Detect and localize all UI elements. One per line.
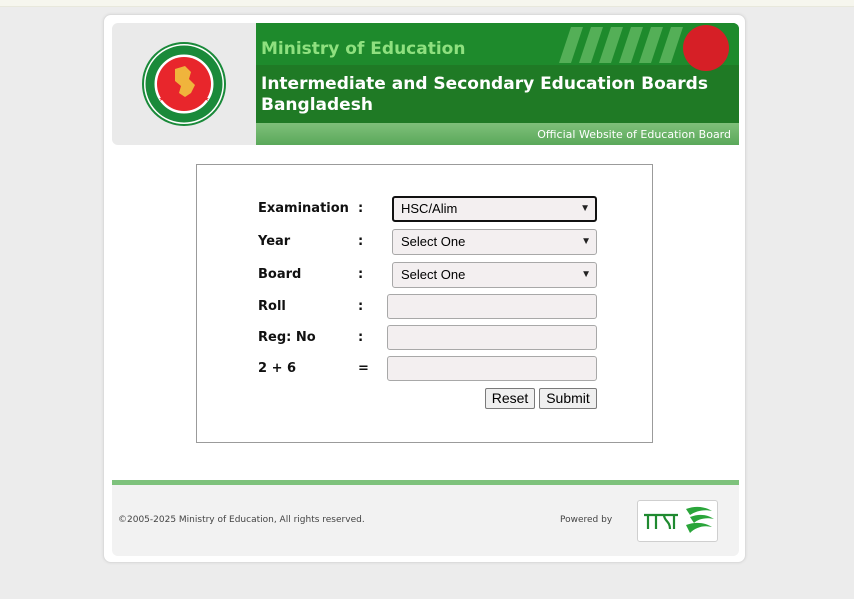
- header-subtitle-bar: [256, 123, 739, 145]
- teletalk-logo-icon: [638, 501, 717, 541]
- captcha-input[interactable]: [387, 356, 597, 381]
- examination-row: [197, 196, 654, 222]
- year-select[interactable]: [392, 229, 597, 255]
- submit-button[interactable]: Submit: [539, 388, 597, 409]
- boards-line-2: Bangladesh: [261, 95, 373, 115]
- year-label: Year: [258, 234, 291, 249]
- chevron-down-icon: ▼: [581, 269, 591, 280]
- header-banner: [256, 23, 739, 123]
- year-value: Select One: [401, 234, 466, 249]
- reg-row: [197, 325, 654, 351]
- site-footer: [112, 485, 739, 556]
- copyright-text: ©2005-2025 Ministry of Education, All rights reserved.: [118, 515, 365, 525]
- reset-button[interactable]: Reset: [485, 388, 535, 409]
- year-sep: :: [358, 234, 364, 249]
- chevron-down-icon: ▼: [580, 203, 590, 214]
- board-label: Board: [258, 267, 302, 282]
- reg-label: Reg: No: [258, 330, 316, 345]
- board-sep: :: [358, 267, 364, 282]
- logo-container: [112, 23, 256, 145]
- flag-sun-icon: [683, 25, 729, 71]
- government-seal-icon: [141, 41, 227, 127]
- captcha-row: [197, 356, 654, 382]
- examination-select[interactable]: [392, 196, 597, 222]
- board-value: Select One: [401, 267, 466, 282]
- header-subtitle: Official Website of Education Board: [537, 128, 731, 141]
- site-header: [112, 23, 739, 145]
- captcha-sep: =: [358, 361, 369, 376]
- result-form: [196, 164, 653, 443]
- decorative-stripes-icon: [539, 23, 699, 65]
- ministry-title: Ministry of Education: [261, 39, 466, 59]
- teletalk-logo-link[interactable]: [637, 500, 718, 542]
- main-card: [103, 14, 746, 563]
- boards-title: [261, 74, 708, 116]
- roll-input[interactable]: [387, 294, 597, 319]
- year-row: [197, 229, 654, 255]
- button-row: [197, 388, 654, 414]
- examination-label: Examination: [258, 201, 349, 216]
- examination-value: HSC/Alim: [401, 201, 458, 216]
- roll-sep: :: [358, 299, 364, 314]
- roll-label: Roll: [258, 299, 286, 314]
- roll-row: [197, 294, 654, 320]
- captcha-label: 2 + 6: [258, 361, 297, 376]
- reg-sep: :: [358, 330, 364, 345]
- board-row: [197, 262, 654, 288]
- reg-input[interactable]: [387, 325, 597, 350]
- boards-line-1: Intermediate and Secondary Education Boards: [261, 74, 708, 94]
- board-select[interactable]: [392, 262, 597, 288]
- examination-sep: :: [358, 201, 364, 216]
- top-edge: [0, 0, 854, 7]
- powered-by-text: Powered by: [560, 515, 613, 525]
- chevron-down-icon: ▼: [581, 236, 591, 247]
